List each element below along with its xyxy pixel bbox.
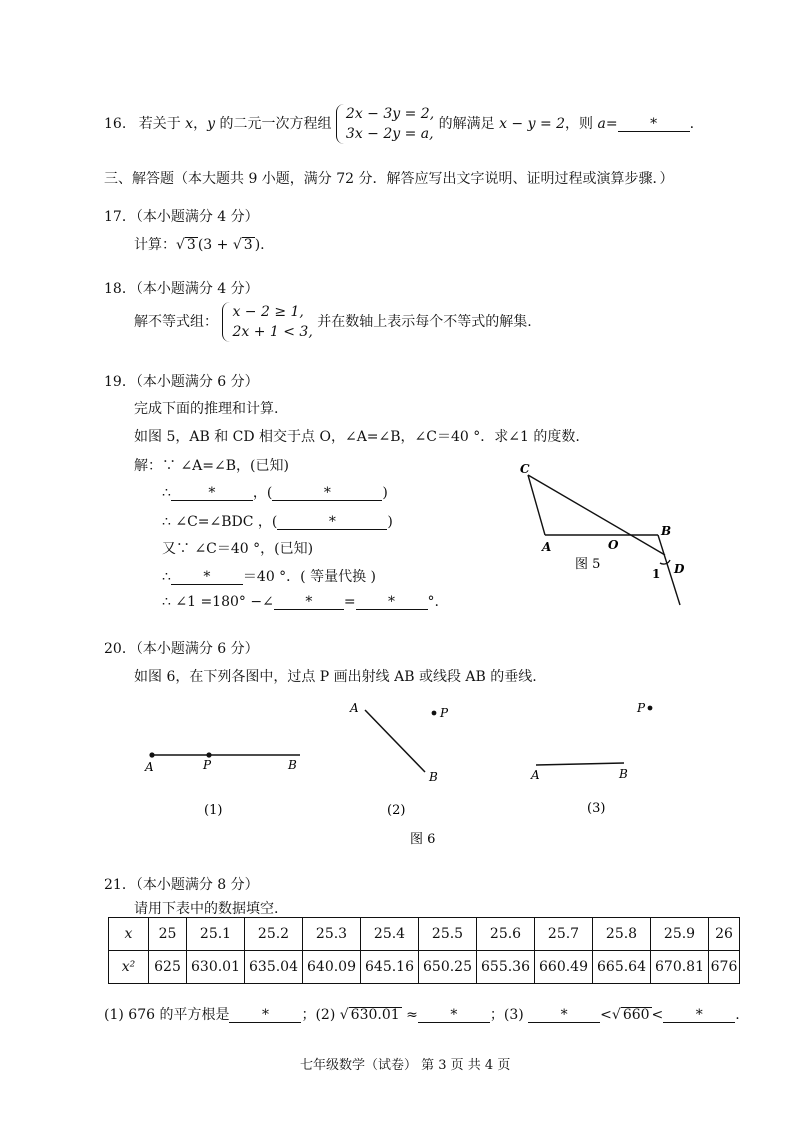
- fig5-caption: 图 5: [575, 557, 601, 572]
- table-cell: 25.9: [651, 918, 709, 951]
- q18-ineq2: 2x + 1 < 3,: [232, 324, 313, 340]
- q19-step3-end: ): [387, 514, 393, 530]
- table-cell: 25.8: [593, 918, 651, 951]
- q16-answer-blank[interactable]: *: [618, 117, 690, 132]
- q19-step5-prefix: ∴: [162, 569, 171, 585]
- q19-step5-blank[interactable]: *: [171, 570, 243, 585]
- q17-sqrt-sign: √: [176, 237, 185, 253]
- fig5-label-d: D: [674, 562, 685, 576]
- q21-part3-end: .: [735, 1007, 740, 1023]
- table-row-x: [109, 918, 740, 951]
- q18-prefix: 解不等式组：: [134, 314, 218, 330]
- table-cell: 25.6: [477, 918, 535, 951]
- q18-inequality-system: [222, 302, 312, 342]
- q21-part2-prefix: ；(2): [301, 1007, 336, 1023]
- q19-step5: [162, 566, 376, 586]
- figure-5: [500, 455, 710, 615]
- q16-text3: 的解满足: [438, 116, 495, 132]
- page-footer: 七年级数学（试卷） 第 3 页 共 4 页: [300, 1058, 511, 1073]
- fig6-3-label-b: B: [619, 767, 628, 781]
- fig5-label-a: A: [542, 540, 552, 554]
- fig6-1-caption: (1): [204, 803, 223, 818]
- table-cell: 670.81: [651, 951, 709, 984]
- table-cell: 635.04: [245, 951, 303, 984]
- table-cell: 625: [149, 951, 187, 984]
- q18-ineq1: x − 2 ≥ 1,: [232, 304, 304, 320]
- q20-line1: 如图 6，在下列各图中，过点 P 画出射线 AB 或线段 AB 的垂线.: [134, 669, 537, 685]
- q19-line2: 如图 5，AB 和 CD 相交于点 O，∠A=∠B，∠C＝40 °．求∠1 的度数.: [134, 429, 580, 445]
- q21-part3-sqrt-sign: √: [611, 1007, 621, 1023]
- q19-step4: 又∵ ∠C＝40 °，(已知): [162, 541, 314, 557]
- table-cell: 676: [709, 951, 740, 984]
- q16-text1: 若关于: [138, 116, 181, 132]
- section3-title: 三、解答题（本大题共 9 小题，满分 72 分．解答应写出文字说明、证明过程或演算步骤．）: [104, 171, 674, 187]
- fig6-2-label-a: A: [350, 701, 359, 715]
- q18-brace: [222, 302, 231, 342]
- fig6-1-label-p: P: [203, 758, 212, 772]
- q16-text2: 的二元一次方程组: [219, 116, 332, 132]
- fig6-3-segment: [536, 763, 624, 765]
- q19-step5-suffix: ＝40 °．( 等量代换 ): [242, 569, 377, 585]
- table-cell: 640.09: [303, 951, 361, 984]
- q19-line1: 完成下面的推理和计算.: [134, 401, 279, 417]
- q19-step2-reason-blank[interactable]: *: [272, 486, 382, 501]
- q17-header: 17．（本小题满分 4 分）: [104, 209, 259, 225]
- fig6-1-label-a: A: [145, 760, 154, 774]
- q21-part1-prefix: (1) 676 的平方根是: [104, 1007, 230, 1023]
- q19-step6: [162, 594, 439, 610]
- q16-eq1: 2x − 3y = 2,: [345, 106, 435, 122]
- table-cell: 655.36: [477, 951, 535, 984]
- q17-paren-close: ).: [254, 237, 265, 253]
- fig6-2-caption: (2): [387, 803, 406, 818]
- q16-number: 16.: [104, 116, 127, 132]
- q21-part3-sqrt: 660: [622, 1007, 650, 1023]
- q19-step6-blank1[interactable]: *: [274, 595, 344, 610]
- q21-part2-sqrt: 630.01: [350, 1007, 400, 1023]
- q17-expression: [134, 234, 265, 254]
- table-cell: 630.01: [187, 951, 245, 984]
- fig6-3-point-p: [648, 706, 653, 711]
- fig6-1-point-p: [206, 752, 211, 757]
- fig5-label-1: 1: [652, 567, 661, 581]
- q19-step3-blank[interactable]: *: [277, 515, 387, 530]
- q21-part2-blank[interactable]: *: [418, 1008, 490, 1023]
- q16-condition: x − y = 2: [499, 116, 566, 132]
- q19-step3: [162, 511, 393, 531]
- q19-step6-eq: =: [343, 594, 356, 610]
- q19-step2-prefix: ∴: [162, 485, 171, 501]
- fig6-2-label-b: B: [429, 770, 438, 784]
- q16-var-x: x: [185, 116, 194, 132]
- q17-inner-sqrt-sign: √: [228, 237, 242, 253]
- q16-end: .: [689, 116, 695, 132]
- fig6-2-point-p: [432, 711, 437, 716]
- q21-line1: 请用下表中的数据填空.: [134, 901, 279, 917]
- table-cell: 665.64: [593, 951, 651, 984]
- q19-step2: [162, 482, 388, 502]
- table-row-x2: [109, 951, 740, 984]
- table-cell: 645.16: [361, 951, 419, 984]
- q21-part3-blank2[interactable]: *: [663, 1008, 735, 1023]
- q16-comma: ，: [193, 116, 208, 132]
- table-cell: 25.3: [303, 918, 361, 951]
- table-cell: 25: [149, 918, 187, 951]
- fig6-1-point-a: [149, 752, 154, 757]
- q18-line: [134, 302, 532, 342]
- q19-header: 19．（本小题满分 6 分）: [104, 374, 259, 390]
- q17-prefix: 计算：: [134, 237, 176, 253]
- table-cell: 25.2: [245, 918, 303, 951]
- q21-part3-blank1[interactable]: *: [528, 1008, 600, 1023]
- fig5-angle-arc: [660, 560, 670, 564]
- q20-header: 20．（本小题满分 6 分）: [104, 641, 259, 657]
- q16-var-y: y: [207, 116, 215, 132]
- fig6-1-label-b: B: [288, 758, 297, 772]
- q19-step2-end: ): [382, 485, 388, 501]
- fig6-caption: 图 6: [410, 832, 436, 847]
- q18-header: 18．（本小题满分 4 分）: [104, 281, 259, 297]
- table-cell-header-x: x: [109, 918, 149, 951]
- table-cell-header-x2: x²: [109, 951, 149, 984]
- table-cell: 25.4: [361, 918, 419, 951]
- q16-eq2: 3x − 2y = a,: [345, 126, 434, 142]
- q19-step2-blank[interactable]: *: [171, 486, 253, 501]
- q19-step6-blank2[interactable]: *: [356, 595, 428, 610]
- fig5-label-c: C: [520, 462, 530, 476]
- fig5-label-o: O: [608, 538, 619, 552]
- q19-step6-end: °.: [427, 594, 439, 610]
- q19-step3-prefix: ∴ ∠C=∠BDC ，(: [162, 514, 278, 530]
- q21-parts: [104, 1004, 740, 1024]
- q21-part1-blank[interactable]: *: [229, 1008, 301, 1023]
- q18-suffix: 并在数轴上表示每个不等式的解集.: [317, 314, 532, 330]
- q19-step6-prefix: ∴ ∠1 =180° −∠: [162, 594, 274, 610]
- q17-inner-sqrt: 3: [243, 237, 253, 253]
- fig6-3-label-p: P: [637, 701, 646, 715]
- q21-part3-prefix: ；(3): [489, 1007, 524, 1023]
- table-cell: 25.5: [419, 918, 477, 951]
- fig6-2-label-p: P: [440, 706, 449, 720]
- q16-var-a: a=: [597, 116, 618, 132]
- q16-text4: ，则: [565, 116, 594, 132]
- q17-paren-open: (3 +: [197, 237, 229, 253]
- table-cell: 660.49: [535, 951, 593, 984]
- q21-header: 21．（本小题满分 8 分）: [104, 877, 259, 893]
- q19-step1: 解：∵ ∠A=∠B，(已知): [134, 458, 289, 474]
- square-table: [108, 917, 740, 984]
- q17-sqrt: 3: [186, 237, 196, 253]
- q16-line: [104, 104, 694, 144]
- fig6-3-label-a: A: [531, 768, 540, 782]
- q21-part3-lt1: <: [600, 1007, 612, 1023]
- figure-6: [130, 695, 690, 850]
- q21-part3-lt2: <: [651, 1007, 664, 1023]
- table-cell: 25.7: [535, 918, 593, 951]
- q16-equation-system: [336, 104, 434, 144]
- fig5-label-b: B: [661, 524, 672, 538]
- q21-part2-approx: ≈: [406, 1007, 418, 1023]
- fig6-2-segment: [365, 710, 425, 772]
- q16-brace: [336, 104, 345, 144]
- table-cell: 26: [709, 918, 740, 951]
- table-cell: 25.1: [187, 918, 245, 951]
- q21-part2-sqrt-sign: √: [339, 1007, 349, 1023]
- table-cell: 650.25: [419, 951, 477, 984]
- q19-step2-mid: ，(: [252, 485, 273, 501]
- fig6-3-caption: (3): [587, 801, 606, 816]
